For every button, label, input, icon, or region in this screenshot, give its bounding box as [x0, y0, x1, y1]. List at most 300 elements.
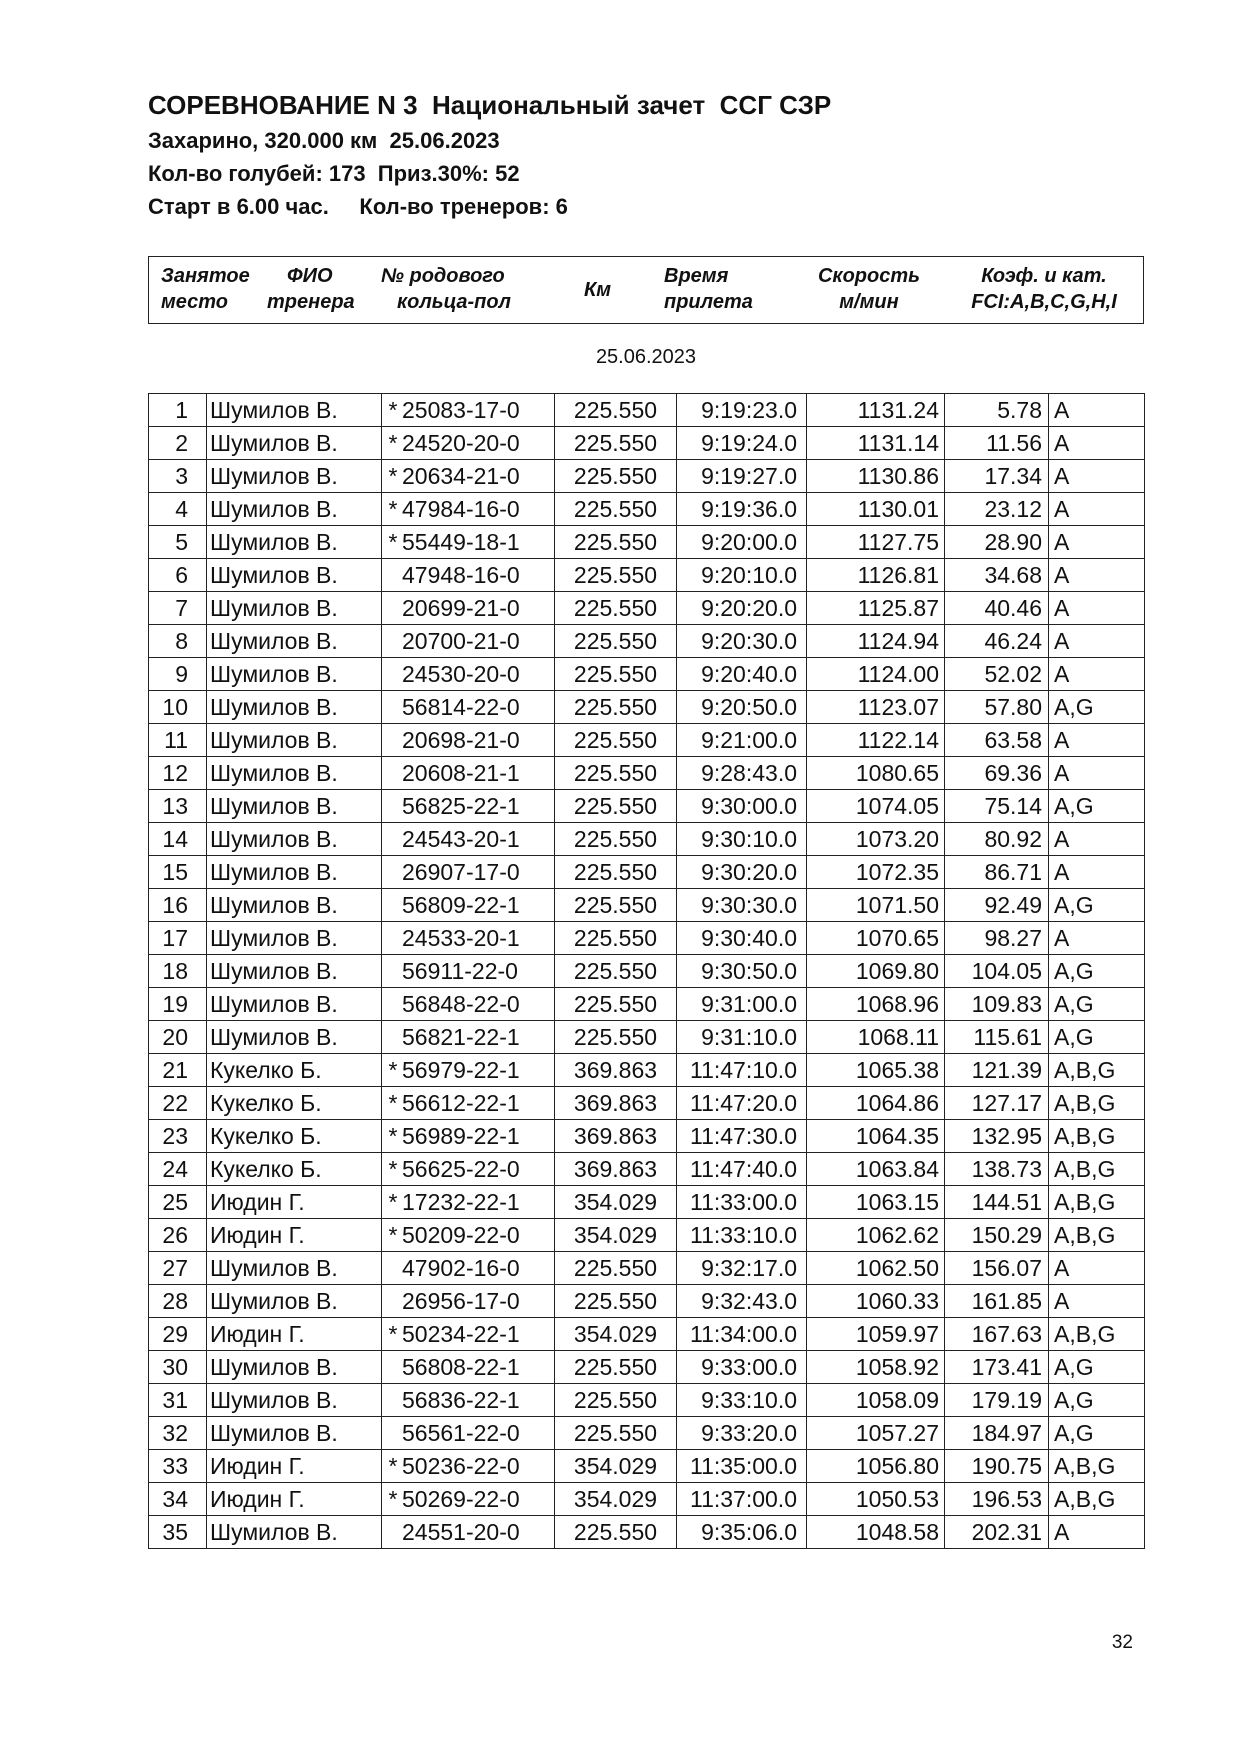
page-number: 32	[1111, 1632, 1133, 1653]
coefficient-cell: 34.68	[945, 559, 1049, 592]
distance-km-cell: 369.863	[555, 1153, 677, 1186]
place-cell: 15	[149, 856, 207, 889]
trainer-name-cell: Кукелко Б.	[207, 1054, 382, 1087]
place-cell: 6	[149, 559, 207, 592]
place-cell: 33	[149, 1450, 207, 1483]
distance-km-cell: 225.550	[555, 592, 677, 625]
ring-number: 56989-22-1	[402, 1122, 520, 1149]
category-cell: A	[1049, 724, 1145, 757]
coefficient-cell: 167.63	[945, 1318, 1049, 1351]
coefficient-cell: 98.27	[945, 922, 1049, 955]
distance-km-cell: 225.550	[555, 922, 677, 955]
distance-km-cell: 354.029	[555, 1483, 677, 1516]
ring-number-cell	[382, 1516, 555, 1549]
place-cell: 5	[149, 526, 207, 559]
place-cell: 8	[149, 625, 207, 658]
place-cell: 12	[149, 757, 207, 790]
table-row	[149, 823, 1145, 856]
trainer-name-cell: Июдин Г.	[207, 1318, 382, 1351]
arrival-time-cell: 9:21:00.0	[677, 724, 807, 757]
speed-cell: 1125.87	[807, 592, 945, 625]
ring-number: 47948-16-0	[402, 561, 520, 588]
speed-cell: 1073.20	[807, 823, 945, 856]
distance-km-cell: 225.550	[555, 394, 677, 427]
trainer-name-cell: Шумилов В.	[207, 1384, 382, 1417]
ring-number: 56821-22-1	[402, 1023, 520, 1050]
place-cell: 21	[149, 1054, 207, 1087]
ring-number: 50209-22-0	[402, 1221, 520, 1248]
table-row	[149, 1417, 1145, 1450]
speed-cell: 1074.05	[807, 790, 945, 823]
category-cell: A	[1049, 592, 1145, 625]
table-row	[149, 625, 1145, 658]
place-cell: 32	[149, 1417, 207, 1450]
distance-km-cell: 225.550	[555, 1417, 677, 1450]
ring-number-cell	[382, 559, 555, 592]
place-cell: 34	[149, 1483, 207, 1516]
table-row	[149, 955, 1145, 988]
results-table	[148, 393, 1145, 1549]
coefficient-cell: 86.71	[945, 856, 1049, 889]
coefficient-cell: 63.58	[945, 724, 1049, 757]
coefficient-cell: 127.17	[945, 1087, 1049, 1120]
speed-cell: 1072.35	[807, 856, 945, 889]
category-cell: A	[1049, 559, 1145, 592]
coefficient-cell: 156.07	[945, 1252, 1049, 1285]
category-cell: A,G	[1049, 988, 1145, 1021]
category-cell: A	[1049, 823, 1145, 856]
speed-cell: 1127.75	[807, 526, 945, 559]
table-row	[149, 460, 1145, 493]
arrival-time-cell: 11:33:10.0	[677, 1219, 807, 1252]
ring-number-cell	[382, 757, 555, 790]
ring-number-cell	[382, 889, 555, 922]
arrival-time-cell: 9:20:30.0	[677, 625, 807, 658]
ring-number-cell	[382, 922, 555, 955]
ring-number-cell	[382, 1120, 555, 1153]
ring-number-cell	[382, 1186, 555, 1219]
speed-cell: 1064.86	[807, 1087, 945, 1120]
ring-number-cell	[382, 790, 555, 823]
place-cell: 28	[149, 1285, 207, 1318]
trainer-name-cell: Шумилов В.	[207, 790, 382, 823]
distance-km-cell: 225.550	[555, 955, 677, 988]
trainer-name-cell: Июдин Г.	[207, 1219, 382, 1252]
col-time-label-1: Время	[664, 265, 729, 287]
category-cell: A,G	[1049, 955, 1145, 988]
trainer-name-cell: Июдин Г.	[207, 1450, 382, 1483]
race-date: 25.06.2023	[595, 346, 697, 368]
table-row	[149, 394, 1145, 427]
ring-number: 55449-18-1	[402, 528, 520, 555]
ring-number: 50234-22-1	[402, 1320, 520, 1347]
col-time-label-2: прилета	[664, 291, 753, 313]
table-row	[149, 922, 1145, 955]
distance-km-cell: 225.550	[555, 823, 677, 856]
table-row	[149, 526, 1145, 559]
speed-cell: 1057.27	[807, 1417, 945, 1450]
speed-cell: 1060.33	[807, 1285, 945, 1318]
arrival-time-cell: 11:47:10.0	[677, 1054, 807, 1087]
distance-km-cell: 225.550	[555, 427, 677, 460]
ring-number: 56612-22-1	[402, 1089, 520, 1116]
arrival-time-cell: 9:20:00.0	[677, 526, 807, 559]
coefficient-cell: 57.80	[945, 691, 1049, 724]
category-cell: A	[1049, 1285, 1145, 1318]
table-row	[149, 889, 1145, 922]
arrival-time-cell: 9:19:23.0	[677, 394, 807, 427]
ring-number-cell	[382, 427, 555, 460]
category-cell: A,B,G	[1049, 1087, 1145, 1120]
place-cell: 25	[149, 1186, 207, 1219]
ring-number: 24543-20-1	[402, 825, 520, 852]
place-cell: 22	[149, 1087, 207, 1120]
table-row	[149, 1450, 1145, 1483]
ring-number: 50236-22-0	[402, 1452, 520, 1479]
ring-number: 50269-22-0	[402, 1485, 520, 1512]
col-coef-label-1: Коэф. и кат.	[981, 265, 1107, 287]
distance-km-cell: 225.550	[555, 658, 677, 691]
arrival-time-cell: 11:47:30.0	[677, 1120, 807, 1153]
table-row	[149, 724, 1145, 757]
place-cell: 4	[149, 493, 207, 526]
place-cell: 30	[149, 1351, 207, 1384]
category-cell: A	[1049, 1252, 1145, 1285]
category-cell: A,B,G	[1049, 1450, 1145, 1483]
distance-km-cell: 225.550	[555, 559, 677, 592]
table-row	[149, 592, 1145, 625]
ring-number-cell	[382, 1318, 555, 1351]
category-cell: A	[1049, 394, 1145, 427]
coefficient-cell: 23.12	[945, 493, 1049, 526]
race-location-distance-date: Захарино, 320.000 км 25.06.2023	[148, 128, 500, 153]
distance-km-cell: 369.863	[555, 1087, 677, 1120]
arrival-time-cell: 9:32:17.0	[677, 1252, 807, 1285]
speed-cell: 1056.80	[807, 1450, 945, 1483]
ring-number: 20634-21-0	[402, 462, 520, 489]
col-speed-label-2: м/мин	[839, 291, 899, 313]
ring-number: 24551-20-0	[402, 1518, 520, 1545]
ring-number-cell	[382, 592, 555, 625]
ring-number-cell	[382, 394, 555, 427]
category-cell: A	[1049, 856, 1145, 889]
ring-mark: *	[388, 1089, 398, 1116]
ring-number-cell	[382, 691, 555, 724]
coefficient-cell: 75.14	[945, 790, 1049, 823]
speed-cell: 1131.24	[807, 394, 945, 427]
ring-number: 56809-22-1	[402, 891, 520, 918]
table-row	[149, 691, 1145, 724]
trainer-name-cell: Кукелко Б.	[207, 1153, 382, 1186]
table-row	[149, 1351, 1145, 1384]
ring-number: 56814-22-0	[402, 693, 520, 720]
coefficient-cell: 190.75	[945, 1450, 1049, 1483]
coefficient-cell: 161.85	[945, 1285, 1049, 1318]
speed-cell: 1070.65	[807, 922, 945, 955]
table-row	[149, 1384, 1145, 1417]
col-place-label-2: место	[161, 291, 229, 313]
trainer-name-cell: Шумилов В.	[207, 394, 382, 427]
distance-km-cell: 225.550	[555, 790, 677, 823]
trainer-name-cell: Шумилов В.	[207, 757, 382, 790]
trainer-name-cell: Кукелко Б.	[207, 1120, 382, 1153]
speed-cell: 1068.11	[807, 1021, 945, 1054]
category-cell: A,B,G	[1049, 1219, 1145, 1252]
arrival-time-cell: 11:34:00.0	[677, 1318, 807, 1351]
arrival-time-cell: 9:28:43.0	[677, 757, 807, 790]
arrival-time-cell: 11:33:00.0	[677, 1186, 807, 1219]
distance-km-cell: 225.550	[555, 625, 677, 658]
place-cell: 18	[149, 955, 207, 988]
trainer-name-cell: Шумилов В.	[207, 1285, 382, 1318]
results-table-body	[149, 394, 1145, 1549]
ring-mark: *	[388, 1452, 398, 1479]
speed-cell: 1124.00	[807, 658, 945, 691]
distance-km-cell: 354.029	[555, 1450, 677, 1483]
ring-number-cell	[382, 1219, 555, 1252]
distance-km-cell: 225.550	[555, 988, 677, 1021]
table-row	[149, 790, 1145, 823]
place-cell: 29	[149, 1318, 207, 1351]
arrival-time-cell: 11:37:00.0	[677, 1483, 807, 1516]
category-cell: A	[1049, 922, 1145, 955]
coefficient-cell: 173.41	[945, 1351, 1049, 1384]
trainer-name-cell: Шумилов В.	[207, 1021, 382, 1054]
table-row	[149, 988, 1145, 1021]
distance-km-cell: 225.550	[555, 1351, 677, 1384]
col-ring-label-2: кольца-пол	[397, 291, 511, 313]
speed-cell: 1062.50	[807, 1252, 945, 1285]
arrival-time-cell: 9:30:40.0	[677, 922, 807, 955]
place-cell: 2	[149, 427, 207, 460]
speed-cell: 1071.50	[807, 889, 945, 922]
speed-cell: 1064.35	[807, 1120, 945, 1153]
col-name-label-2: тренера	[267, 291, 355, 313]
speed-cell: 1123.07	[807, 691, 945, 724]
place-cell: 19	[149, 988, 207, 1021]
ring-number: 56836-22-1	[402, 1386, 520, 1413]
ring-number: 17232-22-1	[402, 1188, 520, 1215]
ring-number: 56561-22-0	[402, 1419, 520, 1446]
place-cell: 9	[149, 658, 207, 691]
trainer-name-cell: Шумилов В.	[207, 1351, 382, 1384]
category-cell: A	[1049, 757, 1145, 790]
table-row	[149, 1021, 1145, 1054]
category-cell: A,B,G	[1049, 1120, 1145, 1153]
coefficient-cell: 92.49	[945, 889, 1049, 922]
category-cell: A	[1049, 1516, 1145, 1549]
speed-cell: 1080.65	[807, 757, 945, 790]
coefficient-cell: 115.61	[945, 1021, 1049, 1054]
distance-km-cell: 225.550	[555, 1021, 677, 1054]
arrival-time-cell: 9:33:10.0	[677, 1384, 807, 1417]
category-cell: A,B,G	[1049, 1483, 1145, 1516]
coefficient-cell: 80.92	[945, 823, 1049, 856]
ring-number: 25083-17-0	[402, 396, 520, 423]
ring-number: 56848-22-0	[402, 990, 520, 1017]
ring-number: 56825-22-1	[402, 792, 520, 819]
table-row	[149, 1516, 1145, 1549]
start-time-trainers: Старт в 6.00 час. Кол-во тренеров: 6	[148, 194, 568, 219]
category-cell: A,G	[1049, 790, 1145, 823]
ring-number-cell	[382, 1087, 555, 1120]
speed-cell: 1063.84	[807, 1153, 945, 1186]
place-cell: 27	[149, 1252, 207, 1285]
coefficient-cell: 28.90	[945, 526, 1049, 559]
ring-number-cell	[382, 1450, 555, 1483]
coefficient-cell: 52.02	[945, 658, 1049, 691]
column-header-box	[148, 256, 1144, 324]
ring-number: 26907-17-0	[402, 858, 520, 885]
ring-number-cell	[382, 1483, 555, 1516]
table-row	[149, 493, 1145, 526]
table-row	[149, 1153, 1145, 1186]
ring-number-cell	[382, 955, 555, 988]
trainer-name-cell: Шумилов В.	[207, 526, 382, 559]
ring-number-cell	[382, 526, 555, 559]
arrival-time-cell: 11:47:20.0	[677, 1087, 807, 1120]
arrival-time-cell: 9:30:00.0	[677, 790, 807, 823]
ring-mark: *	[388, 429, 398, 456]
ring-number: 56979-22-1	[402, 1056, 520, 1083]
place-cell: 13	[149, 790, 207, 823]
category-cell: A	[1049, 427, 1145, 460]
place-cell: 35	[149, 1516, 207, 1549]
trainer-name-cell: Шумилов В.	[207, 955, 382, 988]
category-cell: A	[1049, 658, 1145, 691]
ring-number: 20699-21-0	[402, 594, 520, 621]
distance-km-cell: 225.550	[555, 856, 677, 889]
ring-number-cell	[382, 1351, 555, 1384]
trainer-name-cell: Кукелко Б.	[207, 1087, 382, 1120]
arrival-time-cell: 9:32:43.0	[677, 1285, 807, 1318]
table-row	[149, 1285, 1145, 1318]
trainer-name-cell: Шумилов В.	[207, 856, 382, 889]
speed-cell: 1124.94	[807, 625, 945, 658]
ring-number: 24530-20-0	[402, 660, 520, 687]
col-place-label-1: Занятое	[161, 265, 250, 287]
place-cell: 17	[149, 922, 207, 955]
arrival-time-cell: 9:35:06.0	[677, 1516, 807, 1549]
ring-number-cell	[382, 988, 555, 1021]
arrival-time-cell: 9:19:24.0	[677, 427, 807, 460]
trainer-name-cell: Шумилов В.	[207, 1516, 382, 1549]
ring-number: 56808-22-1	[402, 1353, 520, 1380]
ring-number-cell	[382, 625, 555, 658]
category-cell: A	[1049, 460, 1145, 493]
coefficient-cell: 132.95	[945, 1120, 1049, 1153]
place-cell: 26	[149, 1219, 207, 1252]
distance-km-cell: 225.550	[555, 724, 677, 757]
coefficient-cell: 5.78	[945, 394, 1049, 427]
coefficient-cell: 40.46	[945, 592, 1049, 625]
ring-number-cell	[382, 1384, 555, 1417]
trainer-name-cell: Шумилов В.	[207, 625, 382, 658]
place-cell: 16	[149, 889, 207, 922]
ring-number-cell	[382, 1021, 555, 1054]
speed-cell: 1131.14	[807, 427, 945, 460]
arrival-time-cell: 9:19:27.0	[677, 460, 807, 493]
ring-mark: *	[388, 1122, 398, 1149]
ring-mark: *	[388, 462, 398, 489]
arrival-time-cell: 9:30:20.0	[677, 856, 807, 889]
trainer-name-cell: Шумилов В.	[207, 889, 382, 922]
category-cell: A,B,G	[1049, 1054, 1145, 1087]
ring-number: 20700-21-0	[402, 627, 520, 654]
ring-number: 56625-22-0	[402, 1155, 520, 1182]
coefficient-cell: 138.73	[945, 1153, 1049, 1186]
arrival-time-cell: 9:30:10.0	[677, 823, 807, 856]
arrival-time-cell: 9:20:20.0	[677, 592, 807, 625]
table-row	[149, 1186, 1145, 1219]
distance-km-cell: 354.029	[555, 1318, 677, 1351]
place-cell: 7	[149, 592, 207, 625]
arrival-time-cell: 11:35:00.0	[677, 1450, 807, 1483]
ring-number-cell	[382, 1054, 555, 1087]
coefficient-cell: 144.51	[945, 1186, 1049, 1219]
speed-cell: 1063.15	[807, 1186, 945, 1219]
distance-km-cell: 225.550	[555, 1285, 677, 1318]
coefficient-cell: 184.97	[945, 1417, 1049, 1450]
ring-number-cell	[382, 460, 555, 493]
table-row	[149, 658, 1145, 691]
place-cell: 23	[149, 1120, 207, 1153]
trainer-name-cell: Шумилов В.	[207, 988, 382, 1021]
coefficient-cell: 202.31	[945, 1516, 1049, 1549]
category-cell: A,G	[1049, 1021, 1145, 1054]
ring-number: 20608-21-1	[402, 759, 520, 786]
speed-cell: 1130.86	[807, 460, 945, 493]
arrival-time-cell: 9:20:40.0	[677, 658, 807, 691]
ring-mark: *	[388, 1155, 398, 1182]
distance-km-cell: 354.029	[555, 1186, 677, 1219]
table-row	[149, 1054, 1145, 1087]
speed-cell: 1050.53	[807, 1483, 945, 1516]
ring-number-cell	[382, 1417, 555, 1450]
table-row	[149, 856, 1145, 889]
place-cell: 31	[149, 1384, 207, 1417]
distance-km-cell: 225.550	[555, 1384, 677, 1417]
speed-cell: 1122.14	[807, 724, 945, 757]
col-coef-label-2: FCI:A,B,C,G,H,I	[971, 291, 1117, 313]
distance-km-cell: 354.029	[555, 1219, 677, 1252]
col-name-label-1: ФИО	[287, 265, 333, 287]
distance-km-cell: 225.550	[555, 889, 677, 922]
category-cell: A	[1049, 625, 1145, 658]
ring-number: 20698-21-0	[402, 726, 520, 753]
arrival-time-cell: 9:19:36.0	[677, 493, 807, 526]
speed-cell: 1058.09	[807, 1384, 945, 1417]
distance-km-cell: 225.550	[555, 1516, 677, 1549]
table-row	[149, 1252, 1145, 1285]
category-cell: A,B,G	[1049, 1153, 1145, 1186]
trainer-name-cell: Шумилов В.	[207, 1417, 382, 1450]
distance-km-cell: 369.863	[555, 1120, 677, 1153]
place-cell: 10	[149, 691, 207, 724]
ring-number-cell	[382, 724, 555, 757]
arrival-time-cell: 9:20:10.0	[677, 559, 807, 592]
distance-km-cell: 369.863	[555, 1054, 677, 1087]
category-cell: A,G	[1049, 889, 1145, 922]
category-cell: A,G	[1049, 1384, 1145, 1417]
table-row	[149, 757, 1145, 790]
ring-mark: *	[388, 528, 398, 555]
arrival-time-cell: 11:47:40.0	[677, 1153, 807, 1186]
trainer-name-cell: Шумилов В.	[207, 559, 382, 592]
table-row	[149, 1219, 1145, 1252]
speed-cell: 1062.62	[807, 1219, 945, 1252]
ring-mark: *	[388, 396, 398, 423]
